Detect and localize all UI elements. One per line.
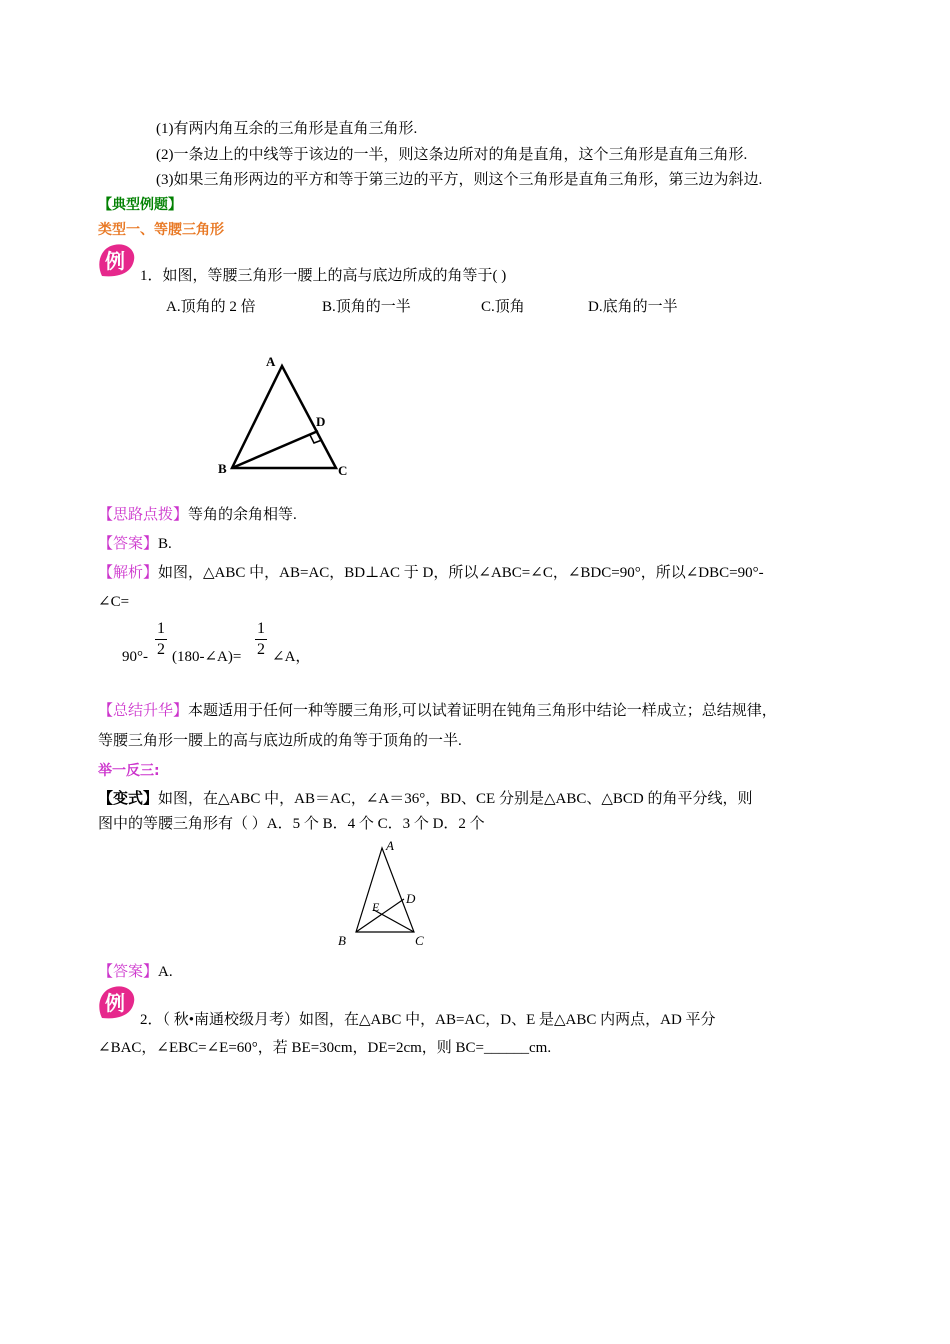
answer-tag: 【答案】 [98,536,159,552]
q1-answer [98,534,172,554]
q1-option-b: B.顶角的一半 [322,299,411,315]
fig2-label-d: D [406,891,416,906]
variation-answer-tag: 【答案】 [98,964,159,980]
fraction-2-den: 2 [257,641,265,658]
variation-answer-text: A. [158,964,173,980]
q1-option-c: C.顶角 [481,299,525,315]
summary-text: 本题适用于任何一种等腰三角形,可以试着证明在钝角三角形中结论一样成立；总结规律， [188,703,777,719]
hint-text: 等角的余角相等. [188,507,297,523]
fig2-label-b: B [338,933,346,948]
fig2-label-e: E [372,900,380,914]
label-a: A [266,354,276,369]
q1-stem: 1．如图，等腰三角形一腰上的高与底边所成的角等于( ) [140,268,507,284]
variation-text: 如图，在△ABC 中，AB＝AC，∠A＝36°，BD、CE 分别是△ABC、△BCD 的角平分线，则 [158,791,753,807]
analysis-text: 如图，△ABC 中，AB=AC，BD⊥AC 于 D，所以∠ABC=∠C，∠BDC=90°，所以∠DBC=90°- [158,565,764,581]
formula-suffix: ∠A， [272,649,311,665]
fraction-1-den: 2 [157,641,165,658]
q1-summary-line1 [98,701,777,721]
q2-line2: ∠BAC，∠EBC=∠E=60°，若 BE=30cm，DE=2cm，则 BC=______cm. [98,1040,552,1056]
fraction-1-num: 1 [157,620,165,637]
label-c: C [338,463,348,478]
q1-option-d: D.底角的一半 [588,299,678,315]
variation-answer [98,962,173,982]
variation-tag: 【变式】 [98,791,159,807]
q1-option-a: A.顶角的 2 倍 [166,299,256,315]
fraction-2-num: 1 [257,620,265,637]
variation-triangle-figure [330,836,440,952]
variation-title: 举一反三: [98,763,160,779]
q1-summary-line2: 等腰三角形一腰上的高与底边所成的角等于顶角的一半. [98,733,462,749]
fig2-label-c: C [415,933,424,948]
q1-analysis-line2: ∠C= [98,594,130,610]
formula-mid: (180-∠A)= [172,649,242,665]
conclusion-1: (1)有两内角互余的三角形是直角三角形. [156,121,418,137]
conclusion-2: (2)一条边上的中线等于该边的一半，则这条边所对的角是直角，这个三角形是直角三角形. [156,147,748,163]
analysis-tag: 【解析】 [98,565,159,581]
badge-2-char: 例 [105,993,125,1015]
label-d: D [316,414,326,429]
example-badge-2-icon [96,984,138,1024]
q2-line1: 2．（ 秋•南通校级月考）如图，在△ABC 中，AB=AC，D、E 是△ABC 内两点，AD 平分 [140,1012,716,1028]
q1-analysis-line1 [98,563,764,583]
variation-line1 [98,789,752,809]
fraction-2 [254,620,268,659]
badge-char: 例 [105,251,125,273]
q1-triangle-figure [210,348,360,480]
variation-line2: 图中的等腰三角形有（ ）A．5 个 B．4 个 C．3 个 D．2 个 [98,816,485,832]
fig2-label-a: A [386,838,394,853]
section-title: 【典型例题】 [98,197,182,213]
conclusion-3: (3)如果三角形两边的平方和等于第三边的平方，则这个三角形是直角三角形，第三边为斜边. [156,172,763,188]
label-b: B [218,461,227,476]
formula-prefix: 90°- [122,649,148,665]
hint-tag: 【思路点拨】 [98,507,189,523]
q1-hint [98,505,297,525]
example-badge-icon [96,242,138,282]
answer-text: B. [158,536,172,552]
type1-title: 类型一、等腰三角形 [98,222,224,238]
fraction-1 [154,620,168,659]
summary-tag: 【总结升华】 [98,703,189,719]
